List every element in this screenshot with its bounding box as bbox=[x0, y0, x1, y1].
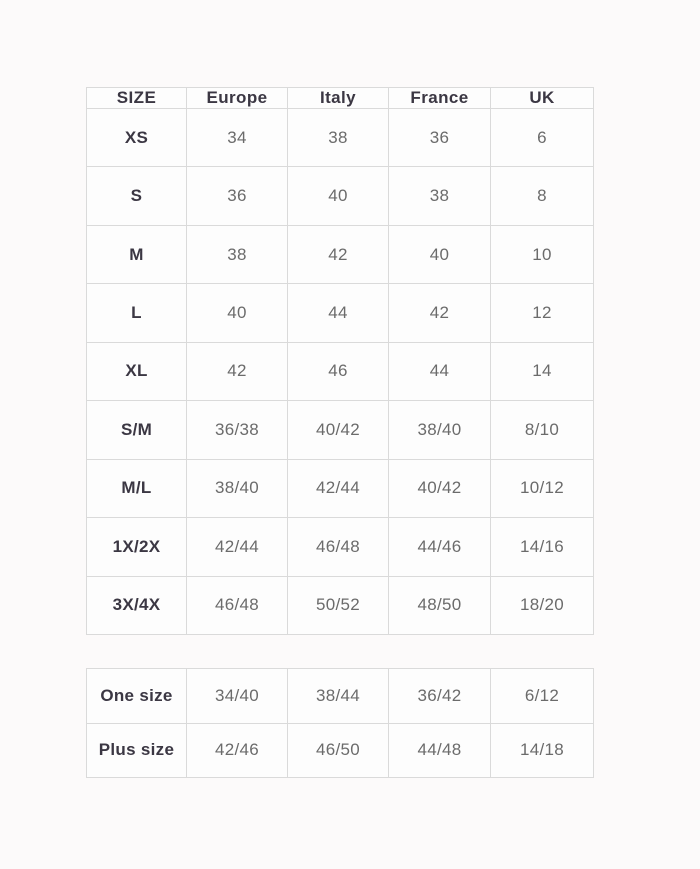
value-cell: 48/50 bbox=[389, 576, 491, 635]
value-cell: 36/42 bbox=[389, 669, 491, 724]
table-row-plus-size bbox=[87, 723, 594, 778]
table-row-sm bbox=[87, 401, 594, 459]
header-row bbox=[87, 88, 594, 109]
value-cell: 10 bbox=[491, 225, 594, 283]
row-label-cell: Plus size bbox=[87, 723, 187, 778]
value-cell: 8/10 bbox=[491, 401, 594, 459]
value-cell: 38 bbox=[288, 109, 389, 167]
value-cell: 42/44 bbox=[288, 459, 389, 517]
row-label-cell: M bbox=[87, 225, 187, 283]
table-row-m bbox=[87, 225, 594, 283]
value-cell: 38 bbox=[389, 167, 491, 225]
row-label-cell: S bbox=[87, 167, 187, 225]
value-cell: 38 bbox=[187, 225, 288, 283]
header-cell-italy: Italy bbox=[288, 88, 389, 109]
value-cell: 10/12 bbox=[491, 459, 594, 517]
value-cell: 36/38 bbox=[187, 401, 288, 459]
row-label-cell: One size bbox=[87, 669, 187, 724]
value-cell: 42 bbox=[389, 284, 491, 342]
value-cell: 46 bbox=[288, 342, 389, 400]
row-label-cell: XL bbox=[87, 342, 187, 400]
value-cell: 38/40 bbox=[187, 459, 288, 517]
header-cell-france: France bbox=[389, 88, 491, 109]
table-row-ml bbox=[87, 459, 594, 517]
value-cell: 36 bbox=[187, 167, 288, 225]
value-cell: 18/20 bbox=[491, 576, 594, 635]
value-cell: 42 bbox=[288, 225, 389, 283]
value-cell: 6/12 bbox=[491, 669, 594, 724]
special-sizes-table bbox=[86, 668, 594, 778]
value-cell: 34/40 bbox=[187, 669, 288, 724]
value-cell: 44/46 bbox=[389, 518, 491, 576]
value-cell: 46/48 bbox=[288, 518, 389, 576]
header-cell-uk: UK bbox=[491, 88, 594, 109]
value-cell: 36 bbox=[389, 109, 491, 167]
table-row-s bbox=[87, 167, 594, 225]
value-cell: 46/48 bbox=[187, 576, 288, 635]
row-label-cell: 1X/2X bbox=[87, 518, 187, 576]
header-cell-europe: Europe bbox=[187, 88, 288, 109]
value-cell: 14 bbox=[491, 342, 594, 400]
value-cell: 38/44 bbox=[288, 669, 389, 724]
value-cell: 8 bbox=[491, 167, 594, 225]
value-cell: 40 bbox=[288, 167, 389, 225]
value-cell: 42/44 bbox=[187, 518, 288, 576]
value-cell: 46/50 bbox=[288, 723, 389, 778]
table-row-xs bbox=[87, 109, 594, 167]
value-cell: 40 bbox=[389, 225, 491, 283]
value-cell: 40/42 bbox=[389, 459, 491, 517]
value-cell: 44 bbox=[288, 284, 389, 342]
size-conversion-table bbox=[86, 87, 594, 635]
value-cell: 12 bbox=[491, 284, 594, 342]
table-row-one-size bbox=[87, 669, 594, 724]
value-cell: 14/16 bbox=[491, 518, 594, 576]
value-cell: 34 bbox=[187, 109, 288, 167]
value-cell: 38/40 bbox=[389, 401, 491, 459]
value-cell: 42/46 bbox=[187, 723, 288, 778]
value-cell: 44/48 bbox=[389, 723, 491, 778]
row-label-cell: M/L bbox=[87, 459, 187, 517]
value-cell: 40 bbox=[187, 284, 288, 342]
value-cell: 50/52 bbox=[288, 576, 389, 635]
value-cell: 42 bbox=[187, 342, 288, 400]
row-label-cell: S/M bbox=[87, 401, 187, 459]
row-label-cell: 3X/4X bbox=[87, 576, 187, 635]
value-cell: 40/42 bbox=[288, 401, 389, 459]
value-cell: 6 bbox=[491, 109, 594, 167]
table-row-xl bbox=[87, 342, 594, 400]
table-row-l bbox=[87, 284, 594, 342]
row-label-cell: L bbox=[87, 284, 187, 342]
header-cell-size: SIZE bbox=[87, 88, 187, 109]
table-row-3x4x bbox=[87, 576, 594, 635]
value-cell: 14/18 bbox=[491, 723, 594, 778]
value-cell: 44 bbox=[389, 342, 491, 400]
row-label-cell: XS bbox=[87, 109, 187, 167]
table-row-1x2x bbox=[87, 518, 594, 576]
